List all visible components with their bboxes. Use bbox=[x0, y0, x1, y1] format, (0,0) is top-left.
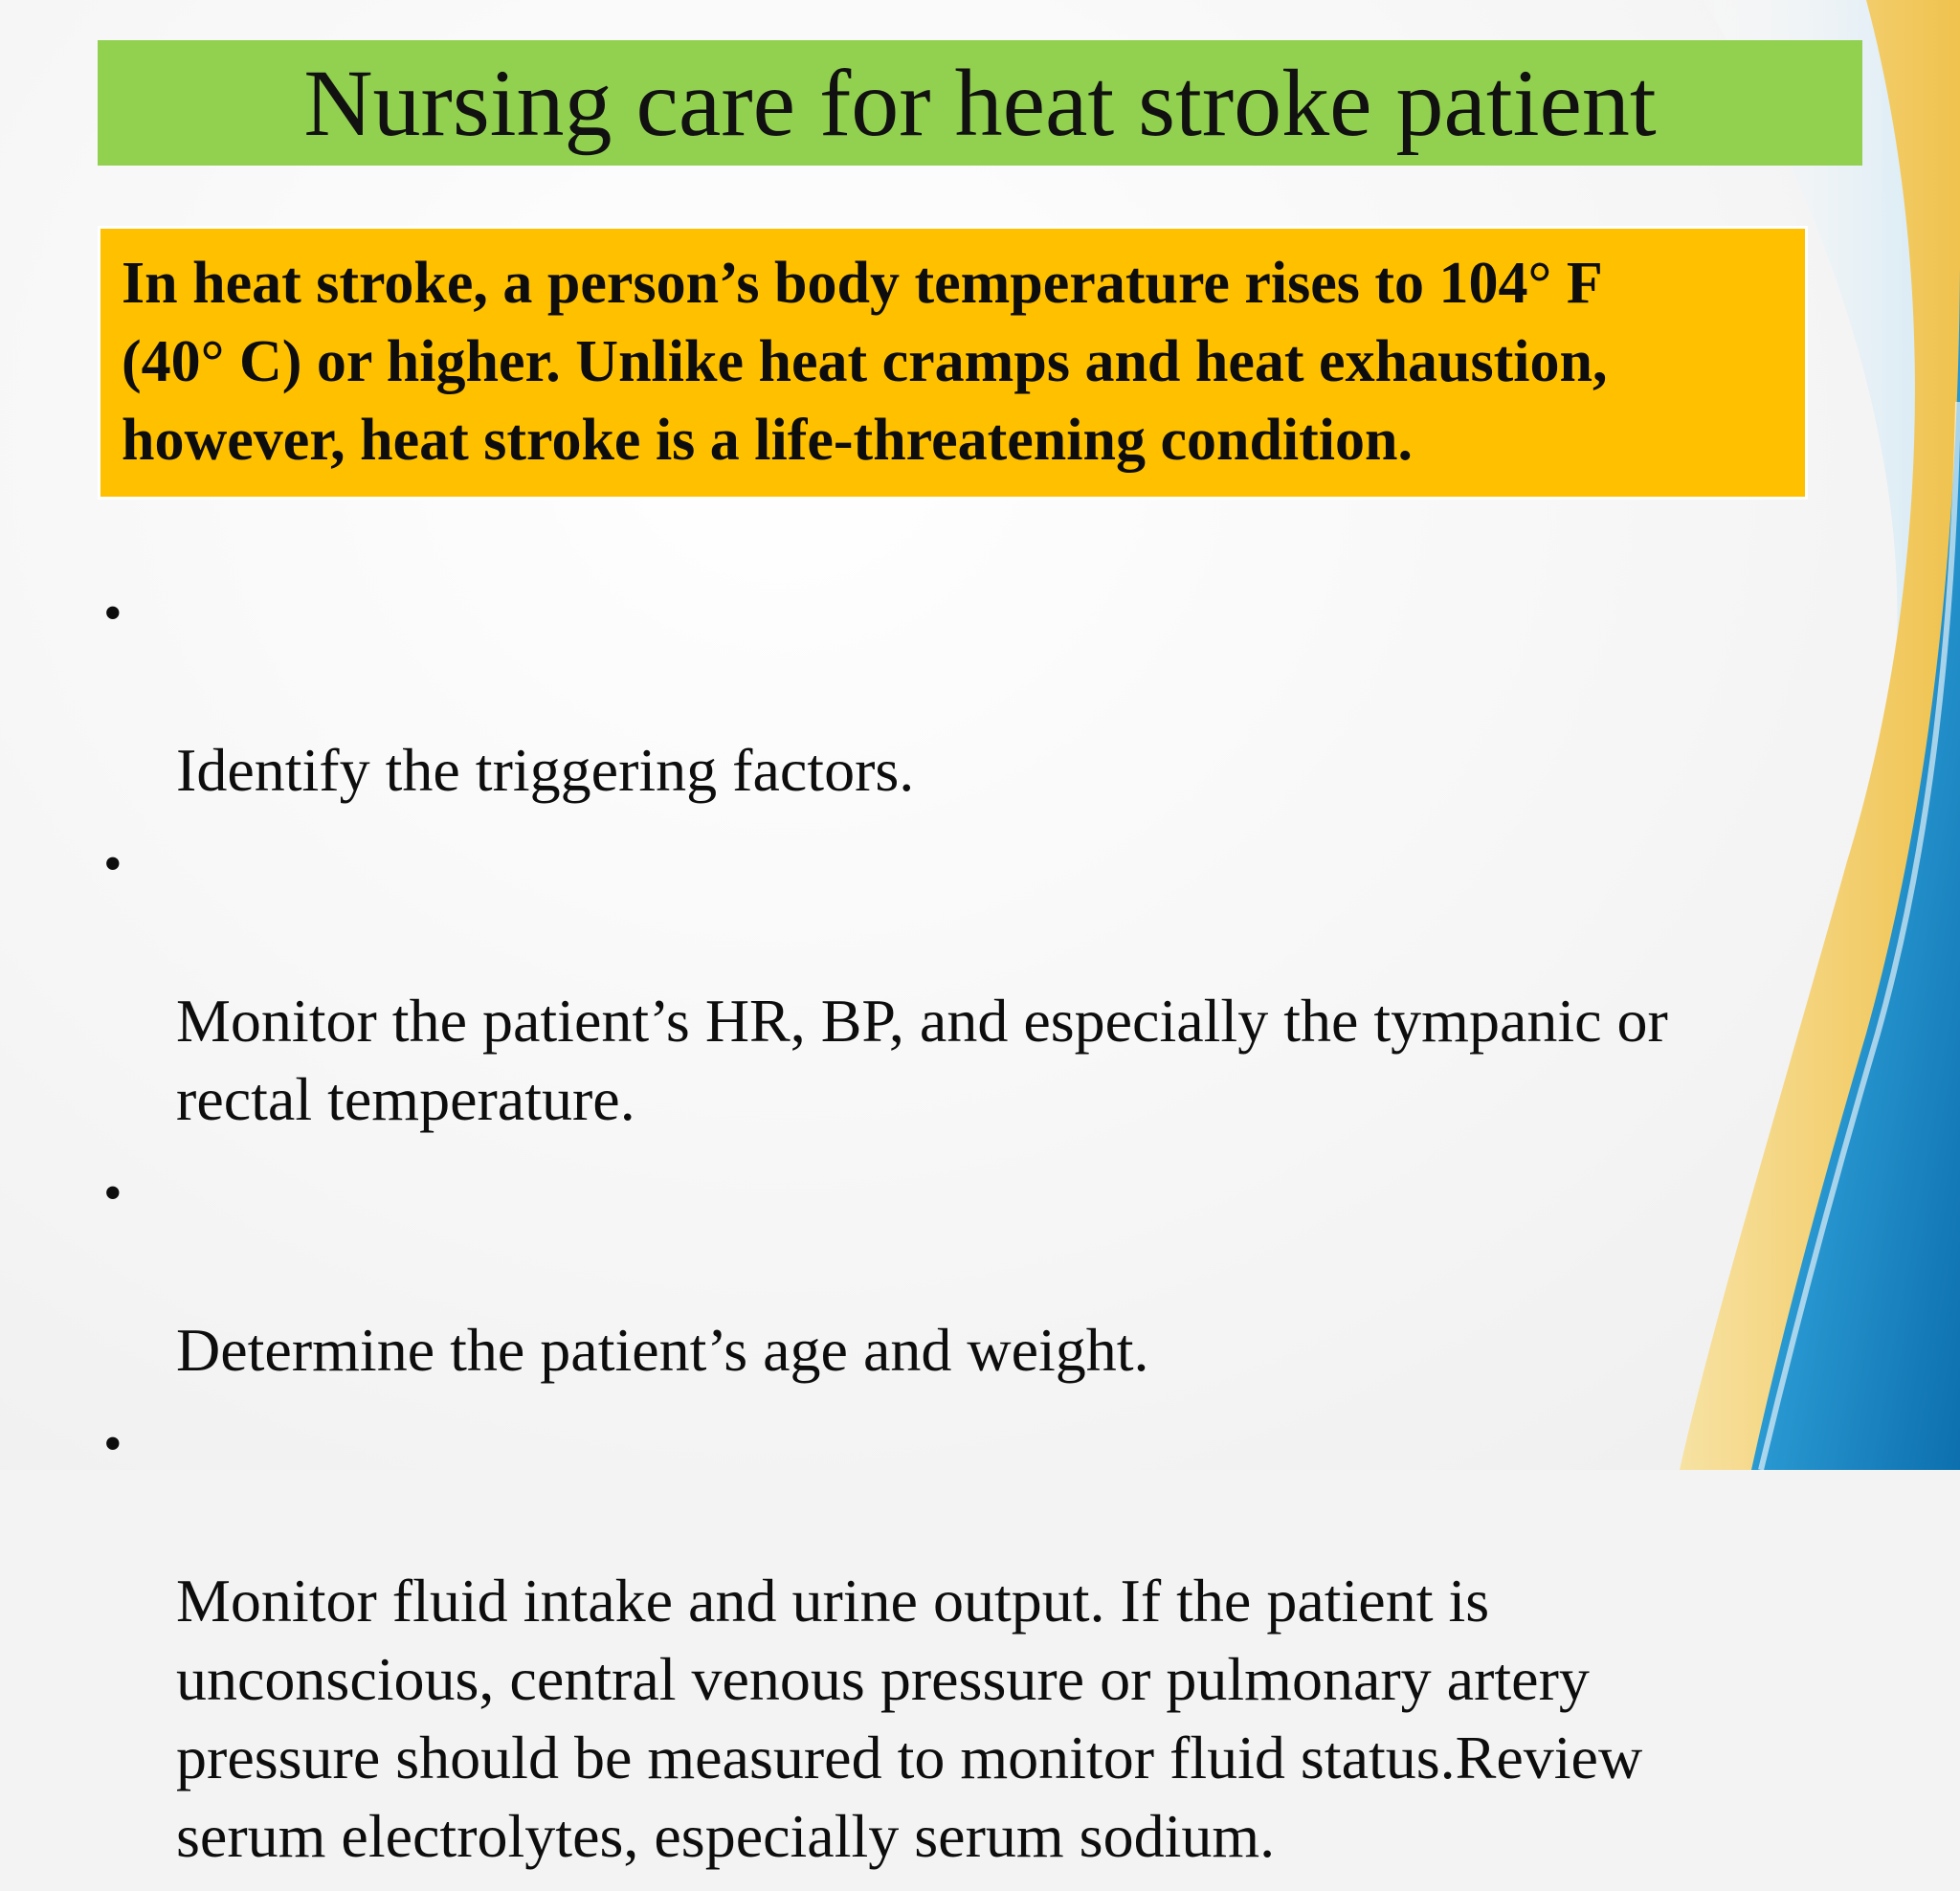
definition-callout-box bbox=[98, 226, 1808, 500]
bullet-item-age-weight bbox=[96, 1154, 1799, 1390]
bullet-marker: • bbox=[103, 1414, 122, 1474]
bullet-marker: • bbox=[103, 834, 122, 894]
nursing-care-bullet-list bbox=[96, 574, 1799, 1891]
slide-title: Nursing care for heat stroke patient bbox=[303, 49, 1657, 156]
bullet-item-monitor-vitals bbox=[96, 825, 1799, 1139]
bullet-text: Determine the patient’s age and weight. bbox=[176, 1316, 1149, 1384]
bullet-marker: • bbox=[103, 584, 122, 643]
definition-callout-text: In heat stroke, a person’s body temperature rises to 104° F (40° C) or higher. Unlike heat cramps and heat exhaustion, however, heat stroke is a life-threatening condition. bbox=[122, 251, 1608, 473]
bullet-item-triggering-factors bbox=[96, 574, 1799, 810]
bullet-text: Identify the triggering factors. bbox=[176, 736, 915, 804]
bullet-text: Monitor the patient’s HR, BP, and especially the tympanic or rectal temperature. bbox=[176, 987, 1668, 1133]
bullet-marker: • bbox=[103, 1164, 122, 1223]
title-bar bbox=[98, 40, 1862, 166]
bullet-text: Monitor fluid intake and urine output. If the patient is unconscious, central venous pressure or pulmonary artery pressure should be measured to monitor fluid status.Review serum electrolytes, especially serum sodium. bbox=[176, 1567, 1643, 1870]
bullet-item-fluid-monitoring bbox=[96, 1405, 1799, 1876]
